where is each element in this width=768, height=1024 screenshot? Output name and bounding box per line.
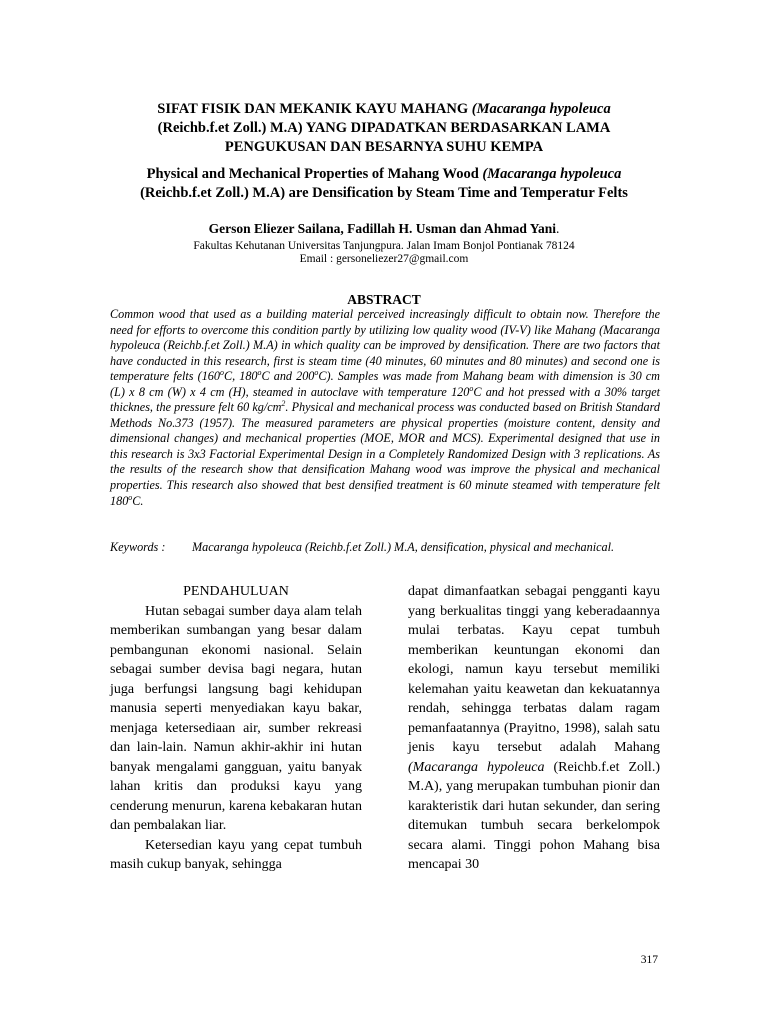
affiliation: Fakultas Kehutanan Universitas Tanjungpura. Jalan Imam Bonjol Pontianak 78124 bbox=[193, 240, 575, 252]
email: Email : gersoneliezer27@gmail.com bbox=[299, 253, 469, 265]
abstract-body: Common wood that used as a building material perceived increasingly difficult to obtain now. Therefore the need for efforts to overcome this condition partly by utilizing low quality wood (IV-V) like Mahang (Macaranga hypoleuca (Reichb.f.et Zoll.) M.A) in which quality can be improved by densification. There are two factors that have conducted in this research, first is steam time (40 minutes, 60 minutes and 80 minutes) and second one is temperature felts (160$^o$C, 180$^o$C and 200$^o$C). Samples was made from Mahang beam with dimension is 30 cm (L) x 8 cm (W) x 4 cm (H), steamed in autoclave with temperature 120$^o$C and hot pressed with a 30% target thicknes, the pressure felt 60 $kg/cm^2$. Physical and mechanical process was conducted based on British Standard Methods No.373 (1957). The measured parameters are physical properties (moisture content, density and dimensional changes) and mechanical properties (MOE, MOR and MCS). Experimental designed that use in this research is 3x3 Factorial Experimental Design in a Completely Randomized Design with 3 replications. As the results of the research show that densification Mahang wood was improve the physical and mechanical properties. This research also showed that best densified treatment is 60 minute steamed with temperature felt 180$^o$C. bbox=[110, 307, 660, 508]
keywords-text: Macaranga hypoleuca (Reichb.f.et Zoll.) M.A, densification, physical and mechanical. bbox=[192, 540, 615, 554]
paragraph: Ketersedian kayu yang cepat tumbuh masih cukup banyak, sehingga bbox=[110, 837, 362, 872]
keywords-label: Keywords : bbox=[110, 540, 166, 554]
body-column-left bbox=[110, 582, 362, 875]
section-heading: PENDAHULUAN bbox=[183, 584, 289, 599]
title-indonesian: SIFAT FISIK DAN MEKANIK KAYU MAHANG (Macaranga hypoleuca (Reichb.f.et Zoll.) M.A) YANG DIPADATKAN BERDASARKAN LAMA PENGUKUSAN DAN BESARNYA SUHU KEMPA bbox=[157, 101, 611, 155]
abstract-heading: ABSTRACT bbox=[347, 292, 421, 307]
paragraph: dapat dimanfaatkan sebagai pengganti kayu yang berkualitas tinggi yang keberadaannya mulai terbatas. Kayu cepat tumbuh memberikan keuntungan ekonomi dan ekologi, namun kayu tersebut memiliki kelemahan yaitu keawetan dan kekuatannya rendah, sehingga terbatas dalam ragam pemanfaatannya (Prayitno, 1998), salah satu jenis kayu tersebut adalah Mahang (Macaranga hypoleuca (Reichb.f.et Zoll.) M.A), yang merupakan tumbuhan pionir dan karakteristik dari hutan sekunder, dan sering ditemukan tumbuh secara berkelompok secara alami. Tinggi pohon Mahang bisa mencapai 30 bbox=[408, 584, 660, 872]
page-number: 317 bbox=[640, 954, 658, 966]
authors: Gerson Eliezer Sailana, Fadillah H. Usman dan Ahmad Yani. bbox=[208, 221, 560, 236]
body-column-right bbox=[408, 582, 660, 875]
paragraph: Hutan sebagai sumber daya alam telah memberikan sumbangan yang besar dalam pembangunan ekonomi nasional. Selain sebagai sumber devisa bagi negara, hutan juga berfungsi langsung bagi kehidupan manusia seperti menyediakan kayu bakar, menjaga ketersediaan air, sumber rekreasi dan lain-lain. Namun akhir-akhir ini hutan banyak mengalami gangguan, yaitu banyak lahan kritis dan produksi kayu yang cenderung menurun, karena kebakaran hutan dan pembalakan liar. bbox=[110, 603, 362, 833]
title-english: Physical and Mechanical Properties of Mahang Wood (Macaranga hypoleuca (Reichb.f.et Zoll.) M.A) are Densification by Steam Time and Temperatur Felts bbox=[140, 166, 628, 201]
